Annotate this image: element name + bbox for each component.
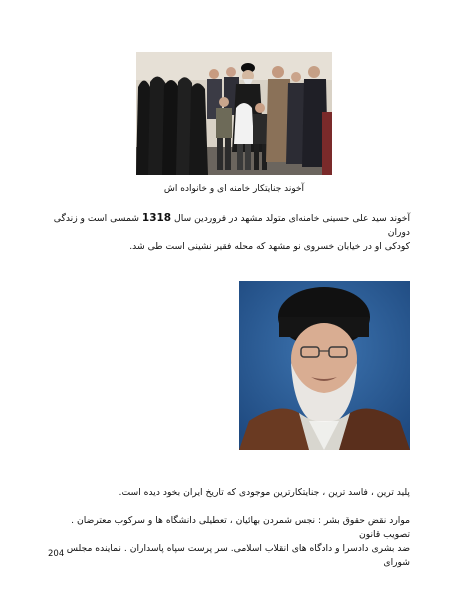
paragraph-biography (48, 211, 410, 254)
paragraph-biography-line1-end: شمسی است و زندگی دوران (53, 213, 410, 238)
portrait-photo (239, 281, 410, 450)
paragraph-biography-line1-start: آخوند سید علی حسینی خامنه‌ای متولد مشهد در فروردین سال (174, 213, 410, 224)
page-number: 204 (48, 549, 65, 559)
paragraph-human-rights (48, 514, 410, 570)
portrait-photo-image (239, 281, 410, 450)
paragraph-human-rights-line2: ضد بشری دادسرا و دادگاه های انقلاب اسلامی. سر پرست سپاه پاسداران . نماینده مجلس شورای (66, 543, 410, 568)
paragraph-description: پلید ترین ، فاسد ترین ، جنایتکارترین موجودی که تاریخ ایران بخود دیده است. (118, 487, 410, 498)
paragraph-human-rights-line1: موارد نقض حقوق بشر : نجس شمردن بهائیان ، تعطیلی دانشگاه ها و سرکوب معترضان . تصویب قانون (71, 515, 410, 540)
group-photo-image (136, 52, 332, 175)
group-photo-caption: آخوند جنایتکار خامنه ای و خانواده اش (163, 184, 305, 194)
group-photo (136, 52, 332, 175)
paragraph-biography-line2: کودکی او در خیابان خسروی نو مشهد که محله فقیر نشینی است طی شد. (129, 241, 410, 252)
birth-year: 1318 (141, 212, 172, 224)
